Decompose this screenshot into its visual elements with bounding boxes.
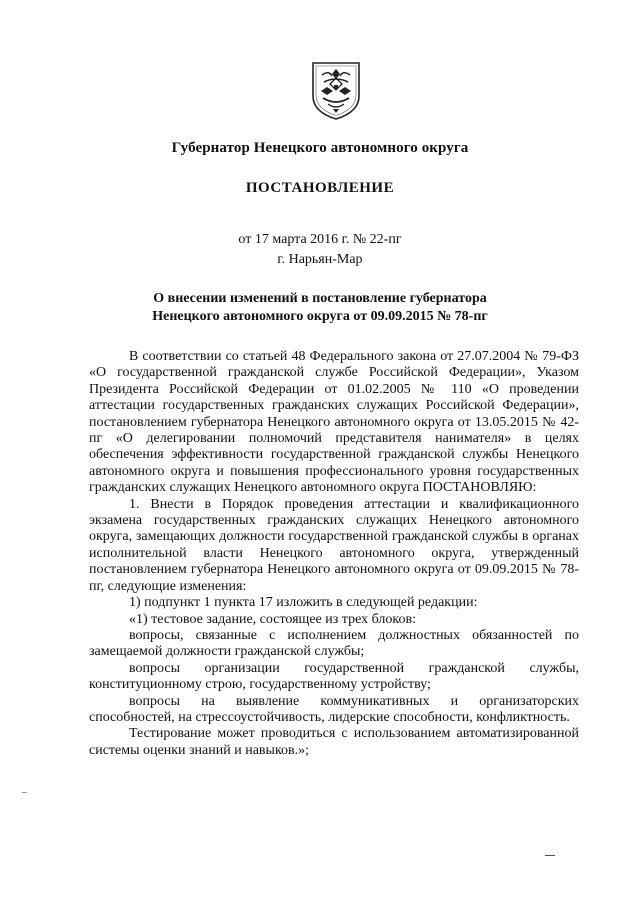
body-paragraph: вопросы, связанные с исполнением должностных обязанностей по замещаемой должности гражданской службы;: [89, 627, 579, 660]
coat-of-arms-icon: [310, 60, 362, 122]
body-paragraph: В соответствии со статьей 48 Федерального закона от 27.07.2004 № 79-ФЗ «О государственной гражданской службе Российской Федерации», Указом Президента Российской Федерации от 01.02.2005 № 110 «О проведении аттестации государственных гражданских служащих Российской Федерации», постановлением губернатора Ненецкого автономного округа от 13.05.2015 № 42-пг «О делегировании полномочий представителя нанимателя» в целях обеспечения эффективности государственной гражданской службы Ненецкого автономного округа и повышения профессионального уровня государственных гражданских служащих Ненецкого автономного округа ПОСТАНОВЛЯЮ:: [89, 349, 579, 496]
scan-artifact: [545, 855, 555, 856]
subject-line: О внесении изменений в постановление губернатора: [153, 291, 487, 306]
document-body: [89, 349, 579, 759]
document-date-number: от 17 марта 2016 г. № 22-пг: [238, 232, 402, 247]
document-place: г. Нарьян-Мар: [277, 252, 363, 267]
body-paragraph: 1. Внести в Порядок проведения аттестации и квалификационного экзамена государственных гражданских служащих Ненецкого автономного округа, замещающих должности государственной гражданской службы в органах исполнительной власти Ненецкого автономного округа, утвержденный постановлением губернатора Ненецкого автономного округа от 09.09.2015 № 78-пг, следующие изменения:: [89, 496, 579, 594]
body-paragraph: вопросы организации государственной гражданской службы, конституционному строю, государственному устройству;: [89, 660, 579, 693]
body-paragraph: «1) тестовое задание, состоящее из трех блоков:: [129, 611, 416, 627]
body-paragraph: Тестирование может проводиться с использованием автоматизированной системы оценки знаний и навыков.»;: [89, 726, 579, 758]
issuing-authority: Губернатор Ненецкого автономного округа: [171, 140, 469, 156]
scan-artifact: [22, 792, 27, 793]
document-type: ПОСТАНОВЛЕНИЕ: [245, 180, 395, 196]
body-paragraph: вопросы на выявление коммуникативных и организаторских способностей, на стрессоустойчивость, лидерские способности, конфликтность.: [89, 693, 579, 725]
document-subject: [0, 290, 640, 326]
body-paragraph: 1) подпункт 1 пункта 17 изложить в следующей редакции:: [129, 595, 478, 611]
subject-line: Ненецкого автономного округа от 09.09.2015 № 78-пг: [152, 309, 488, 324]
